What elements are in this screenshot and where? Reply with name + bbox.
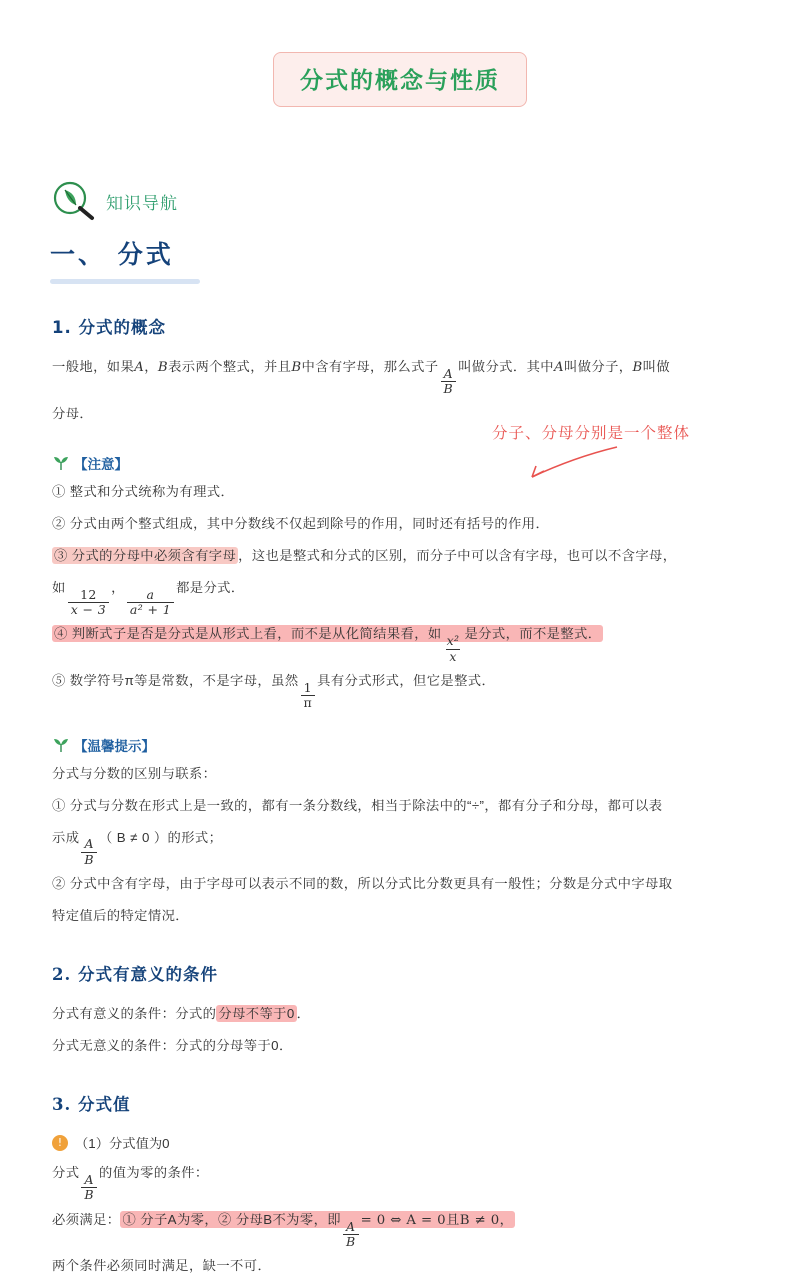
concept-text-e: 叫做分子， xyxy=(564,359,633,374)
annotation-arrow-icon xyxy=(522,445,622,479)
value-zero-hl-text: ① 分子A为零，② 分母B不为零，即 xyxy=(122,1211,341,1227)
fraction-x2-over-x xyxy=(444,634,463,664)
note5-text-b: 具有分式形式，但它是整式． xyxy=(317,672,496,688)
note5-text-a: ⑤ 数学符号π等是常数，不是字母，虽然 xyxy=(52,672,299,688)
value-zero-line-2 xyxy=(52,1205,748,1250)
note4-text-b: 是分式，而不是整式． xyxy=(464,626,602,642)
value-zero-hl-tail: = 0 ⇔ A = 0且B ≠ 0， xyxy=(360,1212,514,1228)
fraction-denominator: B xyxy=(441,381,457,396)
var-A-2: A xyxy=(553,360,564,375)
fraction-numerator: A xyxy=(443,365,454,381)
concept-text-b: 表示两个整式，并且 xyxy=(168,359,292,374)
note3-line2-comma: ， xyxy=(111,579,125,595)
subsection-heading-2: 2. 分式有意义的条件 xyxy=(52,965,218,985)
fraction-1-over-pi xyxy=(301,681,316,711)
value-zero-line-3: 两个条件必须同时满足，缺一不可． xyxy=(52,1258,272,1274)
note-item-3-line2 xyxy=(52,573,748,618)
note-item-5 xyxy=(52,666,748,711)
page-title: 分式的概念与性质 xyxy=(300,68,500,94)
subsection-heading-1: 1. 分式的概念 xyxy=(52,318,166,337)
guide-label: 知识导航 xyxy=(106,193,178,214)
meaningful-text-a: 分式有意义的条件：分式的 xyxy=(52,1006,217,1022)
note4-text-a: ④ 判断式子是否是分式是从形式上看，而不是从化简结果看，如 xyxy=(54,626,442,642)
bullet-dot-icon: ! xyxy=(52,1135,68,1151)
var-B-1: B xyxy=(157,360,169,375)
var-A-1: A xyxy=(134,360,145,375)
value-zero-prefix: 必须满足： xyxy=(52,1211,121,1227)
meaningful-text-b: ． xyxy=(296,1006,311,1022)
fraction-denominator: x − 3 xyxy=(68,602,109,617)
meaningful-condition-line-1 xyxy=(52,999,748,1029)
meaningful-condition-line-2: 分式无意义的条件：分式的分母等于0． xyxy=(52,1038,293,1054)
concept-paragraph xyxy=(52,352,748,397)
fraction-denominator: B xyxy=(81,852,97,867)
fraction-numerator: A xyxy=(84,1172,94,1187)
note-item-3-rest: ，这也是整式和分式的区别，而分子中可以含有字母，也可以不含字母， xyxy=(238,547,677,563)
warm-tip-line-2: ① 分式与分数在形式上是一致的，都有一条分数线，相当于除法中的“÷”，都有分子和分母，都可以表 xyxy=(52,797,663,813)
comma-1: ， xyxy=(144,359,158,374)
warm-tip-line-4: ② 分式中含有字母，由于字母可以表示不同的数，所以分式比分数更具有一般性；分数是分式中字母取 xyxy=(52,876,673,892)
var-B-3: B xyxy=(632,360,643,375)
fraction-A-over-B-4 xyxy=(343,1220,359,1250)
fraction-denominator: a² + 1 xyxy=(127,602,174,617)
leaf-icon-warm-tip xyxy=(52,737,70,753)
fraction-denominator: π xyxy=(301,695,316,710)
fraction-numerator: 1 xyxy=(303,679,312,695)
title-container xyxy=(0,0,800,107)
value-zero-line-1 xyxy=(52,1158,748,1203)
fraction-A-over-B-2 xyxy=(81,837,97,867)
warm3-text-b: （ B ≠ 0 ）的形式； xyxy=(99,829,223,845)
handwritten-annotation: 分子、分母分别是一个整体 xyxy=(492,424,691,442)
concept-text-d: 叫做分式．其中 xyxy=(458,359,554,374)
value-zero-highlight xyxy=(120,1211,515,1249)
bullet-item-1 xyxy=(52,1133,800,1152)
fraction-A-over-B-3 xyxy=(81,1173,97,1203)
warm-tip-heading-label: 【温馨提示】 xyxy=(74,738,155,754)
note-item-4-highlight xyxy=(52,625,603,664)
fraction-12-over-x-minus-3 xyxy=(68,588,109,618)
fraction-denominator: B xyxy=(81,1187,97,1202)
warm-tip-line-5: 特定值后的特定情况． xyxy=(52,908,189,924)
note-item-1: ① 整式和分式统称为有理式． xyxy=(52,483,235,499)
leaf-icon-note xyxy=(52,455,70,471)
note3-line2-b: 都是分式． xyxy=(176,579,245,595)
note-item-4 xyxy=(52,619,748,664)
warm-tip-heading xyxy=(52,735,800,755)
fraction-numerator: A xyxy=(84,836,94,852)
note-item-2: ② 分式由两个整式组成，其中分数线不仅起到除号的作用，同时还有括号的作用． xyxy=(52,515,550,531)
concept-text-c: 中含有字母，那么式子 xyxy=(301,359,439,374)
bullet-item-1-label: （1）分式值为0 xyxy=(75,1136,170,1152)
fraction-denominator: x xyxy=(446,649,459,664)
var-B-2: B xyxy=(291,360,302,375)
subsection-heading-3: 3. 分式值 xyxy=(52,1095,131,1115)
fraction-numerator: a xyxy=(146,586,155,602)
value-zero-text-a: 分式 xyxy=(52,1165,80,1181)
guide-badge xyxy=(52,181,800,221)
fraction-denominator: B xyxy=(343,1234,359,1249)
section-heading-underline xyxy=(50,279,200,284)
warm-tip-line-1: 分式与分数的区别与联系： xyxy=(52,765,217,781)
section-heading: 一、 分式 xyxy=(50,240,174,269)
concept-text-f: 叫做 xyxy=(642,359,671,374)
fraction-numerator: A xyxy=(346,1218,356,1234)
warm3-text-a: 示成 xyxy=(52,829,80,845)
fraction-A-over-B xyxy=(441,367,457,397)
concept-paragraph-line2: 分母． xyxy=(52,405,94,421)
meaningful-highlight: 分母不等于0 xyxy=(218,1006,295,1022)
section-heading-container xyxy=(0,221,800,284)
note-item-3 xyxy=(52,541,748,571)
note-heading xyxy=(52,453,800,473)
note-item-3-highlight: ③ 分式的分母中必须含有字母 xyxy=(54,547,237,563)
concept-text-a: 一般地，如果 xyxy=(52,359,135,374)
magnifier-icon xyxy=(52,181,98,221)
note-heading-label: 【注意】 xyxy=(74,456,128,472)
note3-line2-a: 如 xyxy=(52,579,66,595)
fraction-numerator: 12 xyxy=(80,586,97,602)
value-zero-text-b: 的值为零的条件： xyxy=(99,1165,209,1181)
title-box xyxy=(273,52,527,107)
warm-tip-line-3 xyxy=(52,823,748,868)
fraction-a-over-a2-plus-1 xyxy=(127,588,174,618)
fraction-numerator: x² xyxy=(446,633,460,649)
